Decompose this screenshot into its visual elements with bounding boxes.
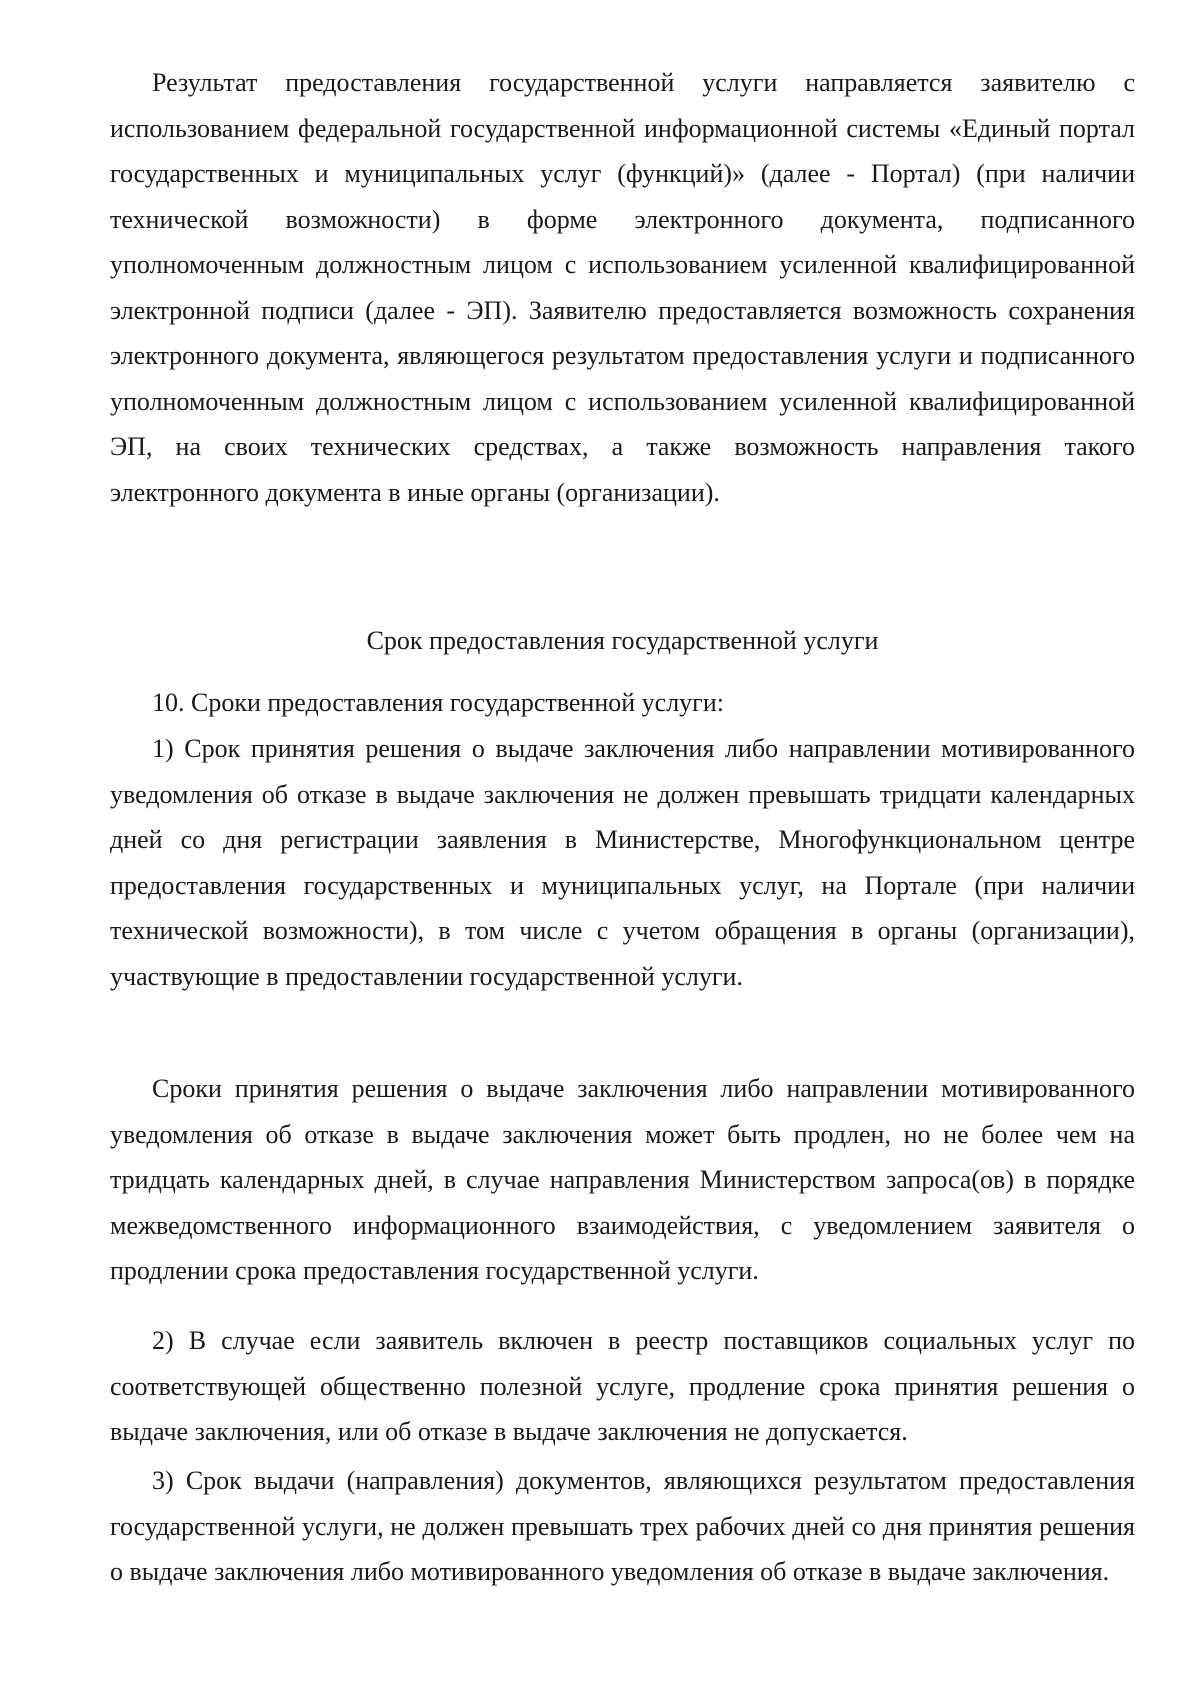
- paragraph-result-delivery: Результат предоставления государственной услуги направляется заявителю с использованием федеральной государственной информационной системы «Единый портал государственных и муниципальных услуг (функций)» (далее - Портал) (при наличии технической возможности) в форме электронного документа, подписанного уполномоченным должностным лицом с использованием усиленной квалифицированной электронной подписи (далее - ЭП). Заявителю предоставляется возможность сохранения электронного документа, являющегося результатом предоставления услуги и подписанного уполномоченным должностным лицом с использованием усиленной квалифицированной ЭП, на своих технических средствах, а также возможность направления такого электронного документа в иные органы (организации).: [110, 68, 1135, 507]
- clause-10-title: 10. Сроки предоставления государственной услуги:: [152, 688, 724, 717]
- clause-10-item-2: 2) В случае если заявитель включен в реестр поставщиков социальных услуг по соответствующей общественно полезной услуге, продление срока принятия решения о выдаче заключения, или об отказе в выдаче заключения не допускается.: [110, 1326, 1135, 1446]
- clause-10-item-1: 1) Срок принятия решения о выдаче заключения либо направлении мотивированного уведомления об отказе в выдаче заключения не должен превышать тридцати календарных дней со дня регистрации заявления в Министерстве, Многофункциональном центре предоставления государственных и муниципальных услуг, на Портале (при наличии технической возможности), в том числе с учетом обращения в органы (организации), участвующие в предоставлении государственной услуги.: [110, 734, 1135, 991]
- clause-10-item-1-extension: Сроки принятия решения о выдаче заключения либо направлении мотивированного уведомления об отказе в выдаче заключения может быть продлен, но не более чем на тридцать календарных дней, в случае направления Министерством запроса(ов) в порядке межведомственного информационного взаимодействия, с уведомлением заявителя о продлении срока предоставления государственной услуги.: [110, 1074, 1135, 1285]
- clause-10-item-3: 3) Срок выдачи (направления) документов, являющихся результатом предоставления государственной услуги, не должен превышать трех рабочих дней со дня принятия решения о выдаче заключения либо мотивированного уведомления об отказе в выдаче заключения.: [110, 1466, 1135, 1586]
- section-heading: Срок предоставления государственной услуги: [366, 626, 879, 655]
